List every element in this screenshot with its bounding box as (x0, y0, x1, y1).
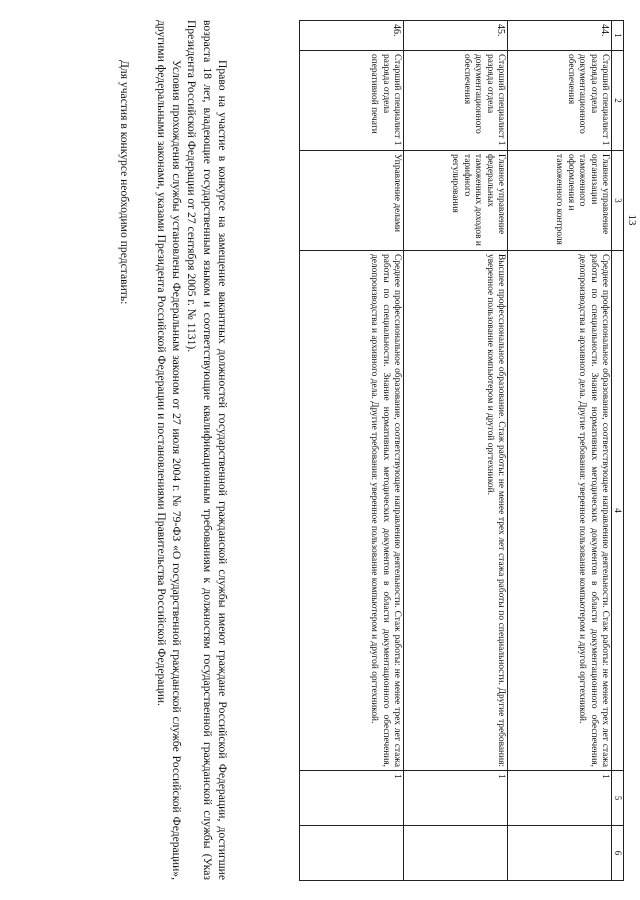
requirements-cell: Среднее профессиональное образование, соответствующее направлению деятельности. Стаж работы: не менее трех лет стажа работы по специальности. Знание нормативных методических документов в области документационного обеспечения, делопроизводства и архивного дела. Другие требования: уверенное пользование компьютером и другой оргтехникой. (508, 251, 612, 771)
requirements-cell: Высшее профессиональное образование. Стаж работы: не менее трех лет стажа работы по специальности. Другие требования: уверенное пользование компьютером и другой оргтехникой. (404, 251, 508, 771)
table-header-cell: 4 (612, 251, 624, 771)
table-row (508, 21, 612, 881)
position-cell: Старший специалист 1 разряда отдела документационного обеспечения (404, 51, 508, 151)
table-header-cell: 5 (612, 771, 624, 826)
count-cell: 1 (404, 771, 508, 826)
table-header-cell: 2 (612, 51, 624, 151)
count-cell: 1 (300, 771, 404, 826)
paragraph-conditions: Условия прохождения службы установлены Федеральным законом от 27 июля 2004 г. № 79-ФЗ «О государственной гражданской службе Российской Федерации», другими федеральными законами, указами Президента Российской Федерации и постановлениями Правительства Российской Федерации. (154, 20, 184, 880)
extra-cell (404, 826, 508, 881)
body-text (116, 20, 230, 880)
table-header-cell: 3 (612, 151, 624, 251)
department-cell: Управление делами (300, 151, 404, 251)
page-number: 13 (626, 214, 638, 226)
table-header-row (612, 21, 624, 881)
table-header-cell: 6 (612, 826, 624, 881)
table-header-cell: 1 (612, 21, 624, 51)
table-row (300, 21, 404, 881)
paragraph-eligibility: Право на участие в конкурсе на замещение вакантных должностей государственной гражданской службы имеют граждане Российской Федерации, достигшие возраста 18 лет, владеющие государственным языком и соответствующие квалификационным требованиям к должностям государственной гражданской службы (Указ Президента Российской Федерации от 27 сентября 2005 г. № 1131). (185, 20, 229, 880)
row-number: 46. (300, 21, 404, 51)
row-number: 44. (508, 21, 612, 51)
extra-cell (508, 826, 612, 881)
position-cell: Старший специалист 1 разряда отдела документационного обеспечения (508, 51, 612, 151)
department-cell: Главное управление федеральных таможенных доходов и тарифного регулирования (404, 151, 508, 251)
count-cell: 1 (508, 771, 612, 826)
extra-cell (300, 826, 404, 881)
table-row (404, 21, 508, 881)
row-number: 45. (404, 21, 508, 51)
paragraph-documents-required: Для участия в конкурсе необходимо представить: (117, 60, 131, 305)
position-cell: Старший специалист 1 разряда отдела оперативной печати (300, 51, 404, 151)
vacancy-table (299, 20, 624, 881)
department-cell: Главное управление организации таможенного оформления и таможенного контроля (508, 151, 612, 251)
requirements-cell: Среднее профессиональное образование, соответствующее направлению деятельности. Стаж работы: не менее трех лет стажа работы по специальности. Знание нормативных методических документов в области документационного обеспечения, делопроизводства и архивного дела. Другие требования: уверенное пользование компьютером и другой оргтехникой. (300, 251, 404, 771)
